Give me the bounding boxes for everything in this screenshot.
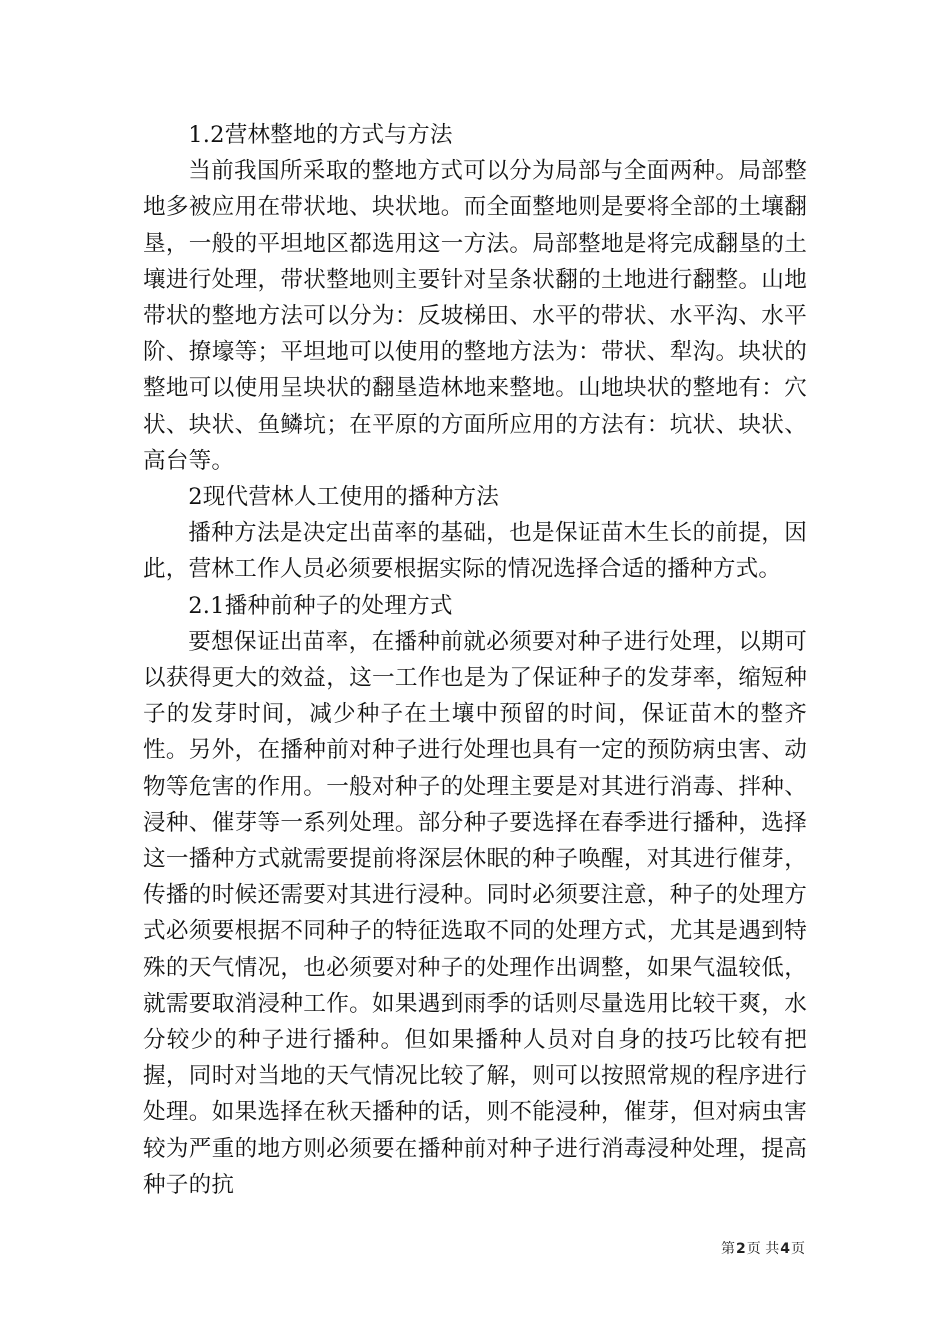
section-heading-2-1: 2.1播种前种子的处理方式	[188, 592, 453, 619]
footer-prefix: 第	[721, 1241, 736, 1257]
paragraph-seed-treatment: 要想保证出苗率，在播种前就必须要对种子进行处理，以期可以获得更大的效益，这一工作也是为了保证种子的发芽率，缩短种子的发芽时间，减少种子在土壤中预留的时间，保证苗木的整齐性。另外，在播种前对种子进行处理也具有一定的预防病虫害、动物等危害的作用。一般对种子的处理主要是对其进行消毒、拌种、浸种、催芽等一系列处理。部分种子要选择在春季进行播种，选择这一播种方式就需要提前将深层休眠的种子唤醒，对其进行催芽，传播的时候还需要对其进行浸种。同时必须要注意，种子的处理方式必须要根据不同种子的特征选取不同的处理方式，尤其是遇到特殊的天气情况，也必须要对种子的处理作出调整，如果气温较低，就需要取消浸种工作。如果遇到雨季的话则尽量选用比较干爽，水分较少的种子进行播种。但如果播种人员对自身的技巧比较有把握，同时对当地的天气情况比较了解，则可以按照常规的程序进行处理。如果选择在秋天播种的话，则不能浸种，催芽，但对病虫害较为严重的地方则必须要在播种前对种子进行消毒浸种处理，提高种子的抗	[143, 628, 807, 1198]
footer-suffix: 页	[791, 1241, 805, 1257]
paragraph-site-preparation: 当前我国所采取的整地方式可以分为局部与全面两种。局部整地多被应用在带状地、块状地。而全面整地则是要将全部的土壤翻垦，一般的平坦地区都选用这一方法。局部整地是将完成翻垦的土壤进行处理，带状整地则主要针对呈条状翻的土地进行翻整。山地带状的整地方法可以分为：反坡梯田、水平的带状、水平沟、水平阶、撩壕等；平坦地可以使用的整地方法为：带状、犁沟。块状的整地可以使用呈块状的翻垦造林地来整地。山地块状的整地有：穴状、块状、鱼鳞坑；在平原的方面所应用的方法有：坑状、块状、高台等。	[143, 158, 807, 474]
page-footer	[721, 1239, 805, 1259]
section-heading-2: 2现代营林人工使用的播种方法	[188, 484, 500, 511]
footer-middle: 页 共	[746, 1241, 780, 1257]
document-body	[143, 117, 807, 1203]
section-heading-1-2: 1.2营林整地的方式与方法	[188, 122, 453, 148]
footer-total-pages: 4	[780, 1241, 790, 1257]
paragraph-sowing-intro: 播种方法是决定出苗率的基础，也是保证苗木生长的前提，因此，营林工作人员必须要根据实际的情况选择合适的播种方式。	[143, 520, 807, 583]
footer-current-page: 2	[736, 1241, 746, 1257]
